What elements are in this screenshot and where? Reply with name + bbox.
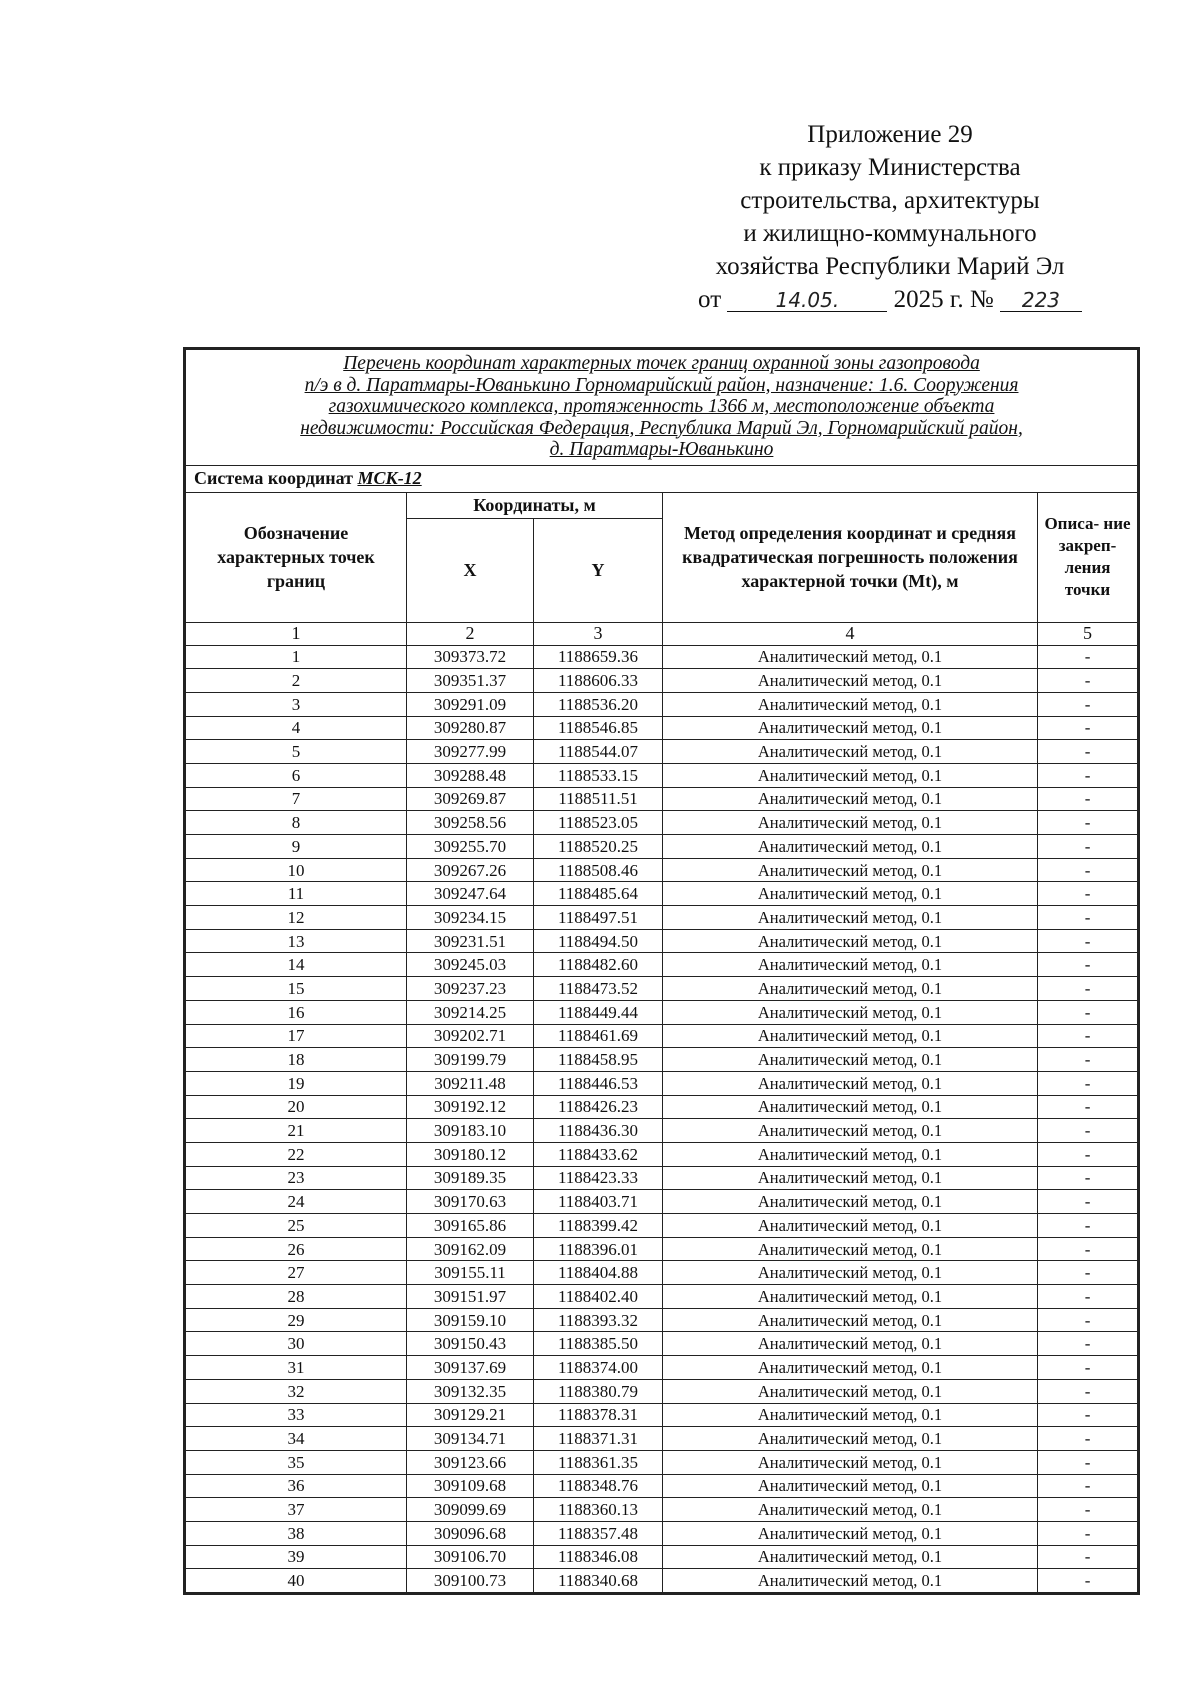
column-number: 4: [663, 622, 1038, 645]
point-number-cell: 35: [185, 1450, 407, 1474]
table-row: [185, 692, 1139, 716]
description-cell: -: [1038, 835, 1139, 859]
method-cell: Аналитический метод, 0.1: [663, 953, 1038, 977]
x-coordinate-cell: 309211.48: [407, 1071, 534, 1095]
method-cell: Аналитический метод, 0.1: [663, 882, 1038, 906]
description-cell: -: [1038, 882, 1139, 906]
y-coordinate-cell: 1188494.50: [534, 929, 663, 953]
x-coordinate-cell: 309234.15: [407, 906, 534, 930]
appendix-line: строительства, архитектуры: [740, 187, 1040, 214]
method-cell: Аналитический метод, 0.1: [663, 929, 1038, 953]
x-coordinate-cell: 309099.69: [407, 1498, 534, 1522]
x-coordinate-cell: 309170.63: [407, 1190, 534, 1214]
description-cell: -: [1038, 1000, 1139, 1024]
method-cell: Аналитический метод, 0.1: [663, 906, 1038, 930]
y-coordinate-cell: 1188385.50: [534, 1332, 663, 1356]
y-coordinate-cell: 1188536.20: [534, 692, 663, 716]
y-coordinate-cell: 1188393.32: [534, 1308, 663, 1332]
x-coordinate-cell: 309247.64: [407, 882, 534, 906]
table-row: [185, 1261, 1139, 1285]
handwritten-date: 14.05.: [727, 289, 887, 312]
description-cell: -: [1038, 645, 1139, 669]
description-cell: -: [1038, 1237, 1139, 1261]
description-cell: -: [1038, 763, 1139, 787]
point-number-cell: 19: [185, 1071, 407, 1095]
x-coordinate-cell: 309351.37: [407, 669, 534, 693]
description-cell: -: [1038, 1119, 1139, 1143]
title-line: Перечень координат характерных точек границ охранной зоны газопровода: [343, 353, 980, 374]
table-row: [185, 1119, 1139, 1143]
table-row: [185, 953, 1139, 977]
description-cell: -: [1038, 1569, 1139, 1594]
table-row: [185, 1024, 1139, 1048]
table-row: [185, 858, 1139, 882]
coord-system-label: Система координат: [194, 468, 353, 488]
table-row: [185, 1545, 1139, 1569]
x-coordinate-cell: 309199.79: [407, 1048, 534, 1072]
point-number-cell: 31: [185, 1356, 407, 1380]
table-row: [185, 1356, 1139, 1380]
method-cell: Аналитический метод, 0.1: [663, 1545, 1038, 1569]
y-coordinate-cell: 1188423.33: [534, 1166, 663, 1190]
column-number: 3: [534, 622, 663, 645]
description-cell: -: [1038, 1498, 1139, 1522]
description-cell: -: [1038, 811, 1139, 835]
point-number-cell: 34: [185, 1427, 407, 1451]
method-cell: Аналитический метод, 0.1: [663, 1000, 1038, 1024]
point-number-cell: 33: [185, 1403, 407, 1427]
y-coordinate-cell: 1188449.44: [534, 1000, 663, 1024]
x-coordinate-cell: 309255.70: [407, 835, 534, 859]
title-line: газохимического комплекса, протяженность 1366 м, местоположение объекта: [328, 396, 995, 417]
table-row: [185, 1379, 1139, 1403]
table-row: [185, 1521, 1139, 1545]
description-cell: -: [1038, 716, 1139, 740]
method-cell: Аналитический метод, 0.1: [663, 1261, 1038, 1285]
point-number-cell: 37: [185, 1498, 407, 1522]
description-cell: -: [1038, 977, 1139, 1001]
y-coordinate-cell: 1188399.42: [534, 1214, 663, 1238]
table-row: [185, 811, 1139, 835]
point-number-cell: 10: [185, 858, 407, 882]
x-coordinate-cell: 309202.71: [407, 1024, 534, 1048]
y-coordinate-cell: 1188511.51: [534, 787, 663, 811]
table-row: [185, 787, 1139, 811]
x-coordinate-cell: 309165.86: [407, 1214, 534, 1238]
table-row: [185, 1000, 1139, 1024]
description-cell: -: [1038, 740, 1139, 764]
point-number-cell: 25: [185, 1214, 407, 1238]
point-number-cell: 29: [185, 1308, 407, 1332]
description-cell: -: [1038, 1024, 1139, 1048]
y-coordinate-cell: 1188436.30: [534, 1119, 663, 1143]
point-number-cell: 21: [185, 1119, 407, 1143]
description-cell: -: [1038, 1356, 1139, 1380]
description-cell: -: [1038, 1048, 1139, 1072]
point-number-cell: 23: [185, 1166, 407, 1190]
description-cell: -: [1038, 1521, 1139, 1545]
table-row: [185, 1308, 1139, 1332]
point-number-cell: 24: [185, 1190, 407, 1214]
y-coordinate-cell: 1188371.31: [534, 1427, 663, 1451]
point-number-cell: 18: [185, 1048, 407, 1072]
table-row: [185, 1071, 1139, 1095]
method-cell: Аналитический метод, 0.1: [663, 1569, 1038, 1594]
point-number-cell: 1: [185, 645, 407, 669]
table-row: [185, 1166, 1139, 1190]
title-line: п/э в д. Параmмары-Юванькино Горномарийский район, назначение: 1.6. Сооружения: [304, 374, 1019, 396]
x-coordinate-cell: 309106.70: [407, 1545, 534, 1569]
point-number-cell: 2: [185, 669, 407, 693]
description-cell: -: [1038, 929, 1139, 953]
point-number-cell: 3: [185, 692, 407, 716]
method-cell: Аналитический метод, 0.1: [663, 787, 1038, 811]
coord-system-value: МСК-12: [357, 468, 422, 488]
y-coordinate-cell: 1188497.51: [534, 906, 663, 930]
method-cell: Аналитический метод, 0.1: [663, 1119, 1038, 1143]
table-row: [185, 1214, 1139, 1238]
point-number-cell: 28: [185, 1285, 407, 1309]
point-number-cell: 26: [185, 1237, 407, 1261]
description-cell: -: [1038, 1166, 1139, 1190]
method-cell: Аналитический метод, 0.1: [663, 977, 1038, 1001]
method-cell: Аналитический метод, 0.1: [663, 858, 1038, 882]
x-coordinate-cell: 309155.11: [407, 1261, 534, 1285]
point-number-cell: 8: [185, 811, 407, 835]
point-number-cell: 13: [185, 929, 407, 953]
description-cell: -: [1038, 1379, 1139, 1403]
method-cell: Аналитический метод, 0.1: [663, 692, 1038, 716]
table-row: [185, 1237, 1139, 1261]
method-cell: Аналитический метод, 0.1: [663, 1237, 1038, 1261]
table-row: [185, 763, 1139, 787]
method-cell: Аналитический метод, 0.1: [663, 1190, 1038, 1214]
y-coordinate-cell: 1188533.15: [534, 763, 663, 787]
y-coordinate-cell: 1188380.79: [534, 1379, 663, 1403]
table-row: [185, 1403, 1139, 1427]
header-point: Обозначение характерных точек границ: [185, 492, 407, 622]
point-number-cell: 6: [185, 763, 407, 787]
description-cell: -: [1038, 953, 1139, 977]
x-coordinate-cell: 309258.56: [407, 811, 534, 835]
x-coordinate-cell: 309237.23: [407, 977, 534, 1001]
x-coordinate-cell: 309137.69: [407, 1356, 534, 1380]
method-cell: Аналитический метод, 0.1: [663, 1308, 1038, 1332]
x-coordinate-cell: 309183.10: [407, 1119, 534, 1143]
description-cell: -: [1038, 1427, 1139, 1451]
table-row: [185, 1048, 1139, 1072]
table-row: [185, 1142, 1139, 1166]
header-coords: Координаты, м: [407, 492, 663, 518]
table-row: [185, 1095, 1139, 1119]
y-coordinate-cell: 1188446.53: [534, 1071, 663, 1095]
table-row: [185, 1450, 1139, 1474]
appendix-date-line: [690, 283, 1090, 316]
y-coordinate-cell: 1188546.85: [534, 716, 663, 740]
table-row: [185, 716, 1139, 740]
method-cell: Аналитический метод, 0.1: [663, 1332, 1038, 1356]
table-row: [185, 1427, 1139, 1451]
y-coordinate-cell: 1188544.07: [534, 740, 663, 764]
x-coordinate-cell: 309123.66: [407, 1450, 534, 1474]
x-coordinate-cell: 309214.25: [407, 1000, 534, 1024]
x-coordinate-cell: 309159.10: [407, 1308, 534, 1332]
description-cell: -: [1038, 1261, 1139, 1285]
handwritten-order-number: 223: [1000, 289, 1082, 312]
x-coordinate-cell: 309151.97: [407, 1285, 534, 1309]
method-cell: Аналитический метод, 0.1: [663, 1403, 1038, 1427]
point-number-cell: 5: [185, 740, 407, 764]
description-cell: -: [1038, 1450, 1139, 1474]
y-coordinate-cell: 1188523.05: [534, 811, 663, 835]
x-coordinate-cell: 309280.87: [407, 716, 534, 740]
method-cell: Аналитический метод, 0.1: [663, 1379, 1038, 1403]
point-number-cell: 38: [185, 1521, 407, 1545]
x-coordinate-cell: 309162.09: [407, 1237, 534, 1261]
point-number-cell: 20: [185, 1095, 407, 1119]
y-coordinate-cell: 1188659.36: [534, 645, 663, 669]
method-cell: Аналитический метод, 0.1: [663, 835, 1038, 859]
column-number: 1: [185, 622, 407, 645]
y-coordinate-cell: 1188396.01: [534, 1237, 663, 1261]
table-row: [185, 645, 1139, 669]
point-number-cell: 16: [185, 1000, 407, 1024]
x-coordinate-cell: 309150.43: [407, 1332, 534, 1356]
method-cell: Аналитический метод, 0.1: [663, 645, 1038, 669]
table-row: [185, 669, 1139, 693]
description-cell: -: [1038, 1071, 1139, 1095]
title-line: недвижимости: Российская Федерация, Республика Марий Эл, Горномарийский район,: [300, 417, 1023, 439]
method-cell: Аналитический метод, 0.1: [663, 1095, 1038, 1119]
point-number-cell: 30: [185, 1332, 407, 1356]
method-cell: Аналитический метод, 0.1: [663, 1450, 1038, 1474]
method-cell: Аналитический метод, 0.1: [663, 1071, 1038, 1095]
y-coordinate-cell: 1188357.48: [534, 1521, 663, 1545]
method-cell: Аналитический метод, 0.1: [663, 669, 1038, 693]
description-cell: -: [1038, 1285, 1139, 1309]
year-text: 2025 г. №: [893, 286, 994, 313]
table-row: [185, 1474, 1139, 1498]
description-cell: -: [1038, 1545, 1139, 1569]
method-cell: Аналитический метод, 0.1: [663, 716, 1038, 740]
description-cell: -: [1038, 1308, 1139, 1332]
y-coordinate-cell: 1188508.46: [534, 858, 663, 882]
appendix-header: [690, 118, 1090, 316]
table-row: [185, 929, 1139, 953]
y-coordinate-cell: 1188361.35: [534, 1450, 663, 1474]
point-number-cell: 7: [185, 787, 407, 811]
method-cell: Аналитический метод, 0.1: [663, 1521, 1038, 1545]
table-row: [185, 740, 1139, 764]
method-cell: Аналитический метод, 0.1: [663, 1356, 1038, 1380]
description-cell: -: [1038, 1142, 1139, 1166]
header-method: Метод определения координат и средняя квадратическая погрешность положения характерной точки (Mt), м: [663, 492, 1038, 622]
table-row: [185, 1498, 1139, 1522]
table-row: [185, 906, 1139, 930]
x-coordinate-cell: 309267.26: [407, 858, 534, 882]
y-coordinate-cell: 1188606.33: [534, 669, 663, 693]
x-coordinate-cell: 309288.48: [407, 763, 534, 787]
point-number-cell: 17: [185, 1024, 407, 1048]
table-title: [185, 349, 1139, 466]
x-coordinate-cell: 309132.35: [407, 1379, 534, 1403]
appendix-line: Приложение 29: [807, 121, 973, 148]
y-coordinate-cell: 1188433.62: [534, 1142, 663, 1166]
method-cell: Аналитический метод, 0.1: [663, 1024, 1038, 1048]
column-number-row: [185, 622, 1139, 645]
description-cell: -: [1038, 1332, 1139, 1356]
header-y: Y: [534, 518, 663, 622]
x-coordinate-cell: 309373.72: [407, 645, 534, 669]
description-cell: -: [1038, 1190, 1139, 1214]
method-cell: Аналитический метод, 0.1: [663, 1474, 1038, 1498]
description-cell: -: [1038, 1474, 1139, 1498]
y-coordinate-cell: 1188340.68: [534, 1569, 663, 1594]
appendix-line: к приказу Министерства: [759, 154, 1021, 181]
description-cell: -: [1038, 1403, 1139, 1427]
x-coordinate-cell: 309231.51: [407, 929, 534, 953]
y-coordinate-cell: 1188360.13: [534, 1498, 663, 1522]
point-number-cell: 32: [185, 1379, 407, 1403]
y-coordinate-cell: 1188461.69: [534, 1024, 663, 1048]
x-coordinate-cell: 309134.71: [407, 1427, 534, 1451]
point-number-cell: 11: [185, 882, 407, 906]
column-number: 2: [407, 622, 534, 645]
appendix-line: хозяйства Республики Марий Эл: [715, 253, 1065, 280]
date-prefix: от: [698, 286, 722, 313]
x-coordinate-cell: 309109.68: [407, 1474, 534, 1498]
description-cell: -: [1038, 1214, 1139, 1238]
point-number-cell: 40: [185, 1569, 407, 1594]
x-coordinate-cell: 309277.99: [407, 740, 534, 764]
appendix-line: и жилищно-коммунального: [743, 220, 1037, 247]
method-cell: Аналитический метод, 0.1: [663, 1285, 1038, 1309]
method-cell: Аналитический метод, 0.1: [663, 763, 1038, 787]
point-number-cell: 22: [185, 1142, 407, 1166]
table-row: [185, 977, 1139, 1001]
point-number-cell: 39: [185, 1545, 407, 1569]
method-cell: Аналитический метод, 0.1: [663, 740, 1038, 764]
description-cell: -: [1038, 669, 1139, 693]
x-coordinate-cell: 309269.87: [407, 787, 534, 811]
y-coordinate-cell: 1188520.25: [534, 835, 663, 859]
x-coordinate-cell: 309129.21: [407, 1403, 534, 1427]
method-cell: Аналитический метод, 0.1: [663, 1427, 1038, 1451]
table-row: [185, 1190, 1139, 1214]
column-number: 5: [1038, 622, 1139, 645]
title-line: д. Параmмары-Юванькино: [549, 439, 774, 460]
description-cell: -: [1038, 906, 1139, 930]
table-row: [185, 1569, 1139, 1594]
method-cell: Аналитический метод, 0.1: [663, 1166, 1038, 1190]
y-coordinate-cell: 1188348.76: [534, 1474, 663, 1498]
y-coordinate-cell: 1188402.40: [534, 1285, 663, 1309]
description-cell: -: [1038, 692, 1139, 716]
point-number-cell: 9: [185, 835, 407, 859]
y-coordinate-cell: 1188458.95: [534, 1048, 663, 1072]
y-coordinate-cell: 1188403.71: [534, 1190, 663, 1214]
x-coordinate-cell: 309180.12: [407, 1142, 534, 1166]
description-cell: -: [1038, 787, 1139, 811]
x-coordinate-cell: 309245.03: [407, 953, 534, 977]
table-row: [185, 835, 1139, 859]
y-coordinate-cell: 1188482.60: [534, 953, 663, 977]
y-coordinate-cell: 1188378.31: [534, 1403, 663, 1427]
method-cell: Аналитический метод, 0.1: [663, 1498, 1038, 1522]
y-coordinate-cell: 1188426.23: [534, 1095, 663, 1119]
method-cell: Аналитический метод, 0.1: [663, 811, 1038, 835]
point-number-cell: 15: [185, 977, 407, 1001]
x-coordinate-cell: 309189.35: [407, 1166, 534, 1190]
x-coordinate-cell: 309192.12: [407, 1095, 534, 1119]
point-number-cell: 12: [185, 906, 407, 930]
description-cell: -: [1038, 1095, 1139, 1119]
y-coordinate-cell: 1188473.52: [534, 977, 663, 1001]
coordinate-system-row: [185, 465, 1139, 492]
method-cell: Аналитический метод, 0.1: [663, 1214, 1038, 1238]
y-coordinate-cell: 1188404.88: [534, 1261, 663, 1285]
table-row: [185, 1285, 1139, 1309]
y-coordinate-cell: 1188346.08: [534, 1545, 663, 1569]
point-number-cell: 36: [185, 1474, 407, 1498]
method-cell: Аналитический метод, 0.1: [663, 1142, 1038, 1166]
description-cell: -: [1038, 858, 1139, 882]
y-coordinate-cell: 1188485.64: [534, 882, 663, 906]
table-row: [185, 1332, 1139, 1356]
coordinates-table: [183, 347, 1140, 1595]
x-coordinate-cell: 309291.09: [407, 692, 534, 716]
x-coordinate-cell: 309096.68: [407, 1521, 534, 1545]
method-cell: Аналитический метод, 0.1: [663, 1048, 1038, 1072]
point-number-cell: 4: [185, 716, 407, 740]
y-coordinate-cell: 1188374.00: [534, 1356, 663, 1380]
header-description: Описа- ние закреп- ления точки: [1038, 492, 1139, 622]
table-row: [185, 882, 1139, 906]
point-number-cell: 27: [185, 1261, 407, 1285]
header-x: X: [407, 518, 534, 622]
point-number-cell: 14: [185, 953, 407, 977]
x-coordinate-cell: 309100.73: [407, 1569, 534, 1594]
